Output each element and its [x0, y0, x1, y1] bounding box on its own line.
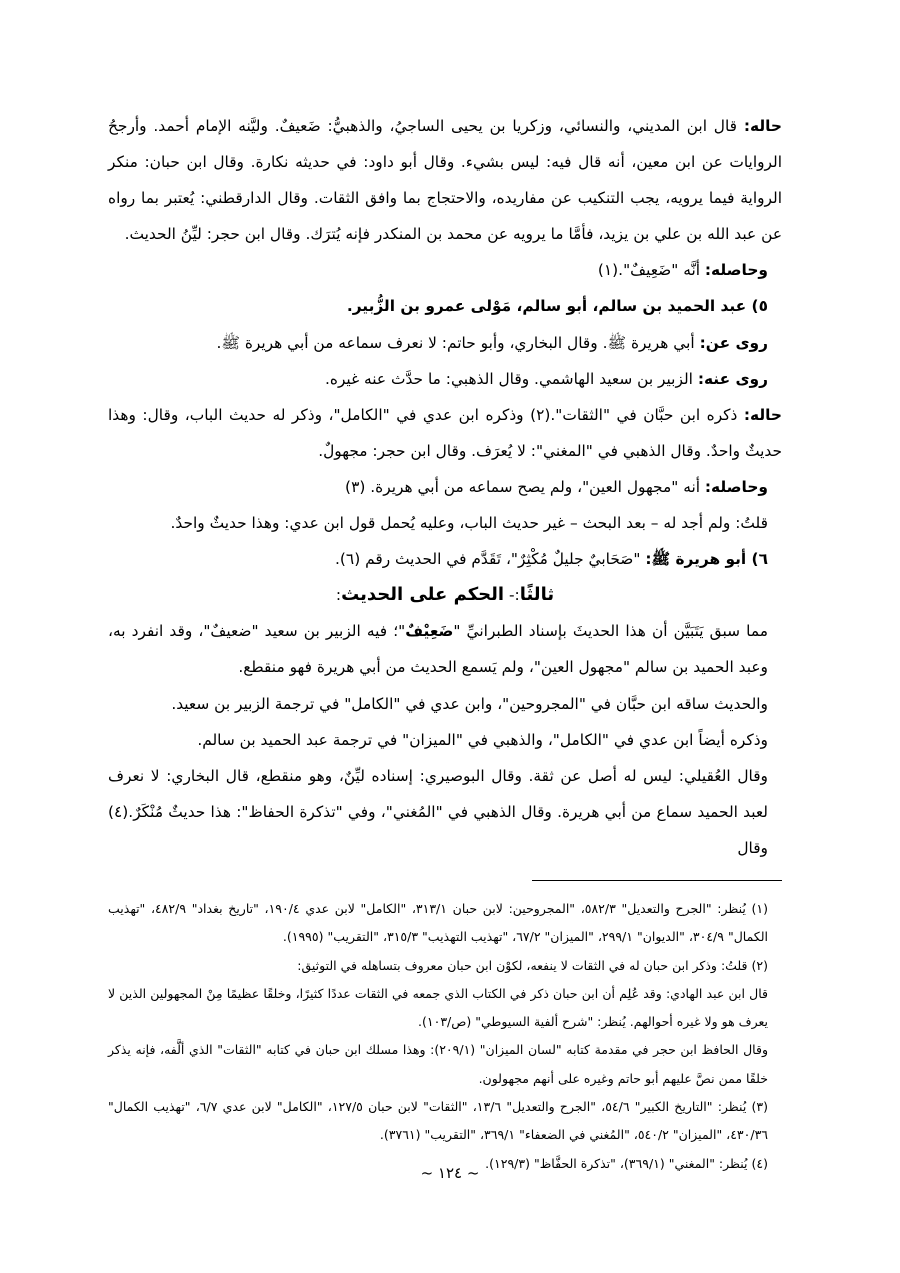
- label-narrated-by: روى عنه:: [697, 369, 768, 388]
- paragraph-ibn-hibban: والحديث ساقه ابن حبَّان في "المجروحين"، وابن عدي في "الكامل" في ترجمة الزبير بن سعيد.: [171, 694, 768, 713]
- paragraph-note: قلتُ: ولم أجد له – بعد البحث – غير حديث الباب، وعليه يُحمل قول ابن عدي: وهذا حديثٌ واحدٌ.: [170, 514, 768, 533]
- paragraph-ruling: [108, 613, 782, 685]
- section-heading: [108, 577, 782, 613]
- ruling-text-c: "؛ فيه الزبير بن سعيد "ضعيفٌ"، وقد انفرد به، وعبد الحميد بن سالم "مجهول العين"، ولم يَسمع الحديث من أبي هريرة فهو منقطع.: [108, 622, 768, 677]
- narrator-6-text: "صَحَابيٌ جليلٌ مُكْثِرٌ"، تَقَدَّم في الحديث رقم (٦).: [335, 550, 646, 569]
- label-narrated-from: روى عن:: [699, 333, 768, 352]
- summary-text-2: أنه "مجهول العين"، ولم يصح سماعه من أبي هريرة. (٣): [345, 477, 705, 496]
- paragraph-ibn-adi: وذكره أيضاً ابن عدي في "الكامل"، والذهبي في "الميزان" في ترجمة عبد الحميد بن سالم.: [197, 730, 768, 749]
- narrated-from-text: أبي هريرة ﷺ. وقال البخاري، وأبو حاتم: لا نعرف سماعه من أبي هريرة ﷺ.: [216, 333, 700, 352]
- ruling-grade: ضَعِيْفٌ: [405, 622, 454, 641]
- paragraph-summary-1: [108, 252, 782, 288]
- label-summary: وحاصله:: [704, 261, 768, 280]
- ruling-text-a: مما سبق يَتَبَيَّن أن هذا الحديثَ بإسناد الطبرانيِّ ": [453, 622, 768, 641]
- footnote-separator: [532, 880, 782, 881]
- section-dash: :-: [504, 586, 520, 605]
- footnotes: [108, 895, 782, 1178]
- footnote-3: (٣) يُنظر: "التاريخ الكبير" ٥٤/٦، "الجرح والتعديل" ١٣/٦، "الثقات" لابن حبان ١٢٧/٥، "الكامل" لابن عدي ٦/٧، "تهذيب الكمال" ٤٣٠/٣٦، "الميزان" ٥٤٠/٢، "المُغني في الضعفاء" ٣٦٩/١، "التقريب" (٣٧٦١).: [108, 1099, 768, 1143]
- main-text: [108, 108, 782, 866]
- section-colon: :: [335, 586, 342, 605]
- footnote-2-quote-2: وقال الحافظ ابن حجر في مقدمة كتابه "لسان الميزان" (٢٠٩/١): وهذا مسلك ابن حبان في كتابه "الثقات" الذي ألَّفه، فإنه يذكر خلقًا ممن نصَّ عليهم أبو حاتم وغيره على أنهم مجهولون.: [108, 1042, 769, 1086]
- narrated-by-text: الزبير بن سعيد الهاشمي. وقال الذهبي: ما حدَّث عنه غيره.: [324, 369, 698, 388]
- paragraph-narrator-status: [108, 108, 782, 252]
- paragraph-narrator-status-2: [108, 397, 782, 469]
- section-number: ثالثًا: [519, 584, 555, 606]
- footnote-4: (٤) يُنظر: "المغني" (٣٦٩/١)، "تذكرة الحفَّاظ" (١٢٩/٣).: [485, 1155, 768, 1171]
- label-status: حاله:: [743, 117, 782, 135]
- paragraph-uqayli: وقال العُقيلي: ليس له أصل عن ثقة. وقال البوصيري: إسناده ليِّنٌ، وهو منقطع، قال البخاري: لا نعرف لعبد الحميد سماع من أبي هريرة. وقال الذهبي في "المُغني"، وفي "تذكرة الحفاظ": هذا حديثٌ مُنْكَرٌ.(٤) وقال: [108, 766, 768, 857]
- paragraph-summary-2: [108, 469, 782, 505]
- status-text-2: ذكره ابن حبَّان في "الثقات".(٢) وذكره ابن عدي في "الكامل"، وذكر له حديث الباب، وقال: وهذا حديثٌ واحدٌ. وقال الذهبي في "المغني": لا يُعرَف. وقال ابن حجر: مجهولٌ.: [108, 405, 782, 460]
- status-text: قال ابن المديني، والنسائي، وزكريا بن يحيى الساجيُ، والذهبيُّ: ضَعيفٌ. وليَّنه الإمام أحمد. وأرجحُ الروايات عن ابن معين، أنه قال فيه: ليس بشيء. وقال أبو داود: في حديثه نكارة. وقال ابن حبان: منكر الرواية فيما يرويه، يجب التنكيب عن مفاريده، والاحتجاج بما وافق الثقات. وقال الدارقطني: يُعتبر بما رواه عن عبد الله بن علي بن يزيد، فأمَّا ما يرويه عن محمد بن المنكدر فإنه يُترَك. وقال ابن حجر: ليِّنُ الحديث.: [108, 117, 782, 244]
- narrator-heading-5: ٥) عبد الحميد بن سالم، أبو سالم، مَوْلى عمرو بن الزُّبير.: [346, 297, 768, 316]
- label-narrator-6: ٦) أبو هريرة ﷺ:: [645, 550, 768, 569]
- footnote-2: (٢) قلتُ: وذكر ابن حبان له في الثقات لا ينفعه، لكوْن ابن حبان معروف بتساهله في التوثيق:: [297, 957, 768, 973]
- page-number: ~ ١٢٤ ~: [420, 1164, 480, 1182]
- section-title: الحكم على الحديث: [341, 584, 505, 606]
- footnote-2-quote-1: قال ابن عبد الهادي: وقد عُلِم أن ابن حبان ذكر في الكتاب الذي جمعه في الثقات عددًا كثيرًا، وخلقًا عظيمًا مِنْ المجهولين الذين لا يعرف هو ولا غيره أحوالهم. يُنظر: "شرح ألفية السيوطي" (ص/١٠٣).: [108, 985, 768, 1030]
- paragraph-narrated-by: [108, 361, 782, 397]
- narrator-heading-6: [108, 541, 782, 577]
- label-summary-2: وحاصله:: [704, 477, 768, 496]
- summary-text: أنَّه "ضَعِيفٌ".(١): [597, 261, 705, 280]
- paragraph-narrated-from: [108, 325, 782, 361]
- label-status-2: حاله:: [743, 405, 783, 424]
- footnote-1: (١) يُنظر: "الجرح والتعديل" ٥٨٢/٣، "المجروحين: لابن حبان ٣١٣/١، "الكامل" لابن عدي ١٩٠/٤، "تاريخ بغداد" ٤٨٢/٩، "تهذيب الكمال" ٣٠٤/٩، "الديوان" ٢٩٩/١، "الميزان" ٦٧/٢، "تهذيب التهذيب" ٣١٥/٣، "التقريب" (١٩٩٥).: [108, 900, 769, 945]
